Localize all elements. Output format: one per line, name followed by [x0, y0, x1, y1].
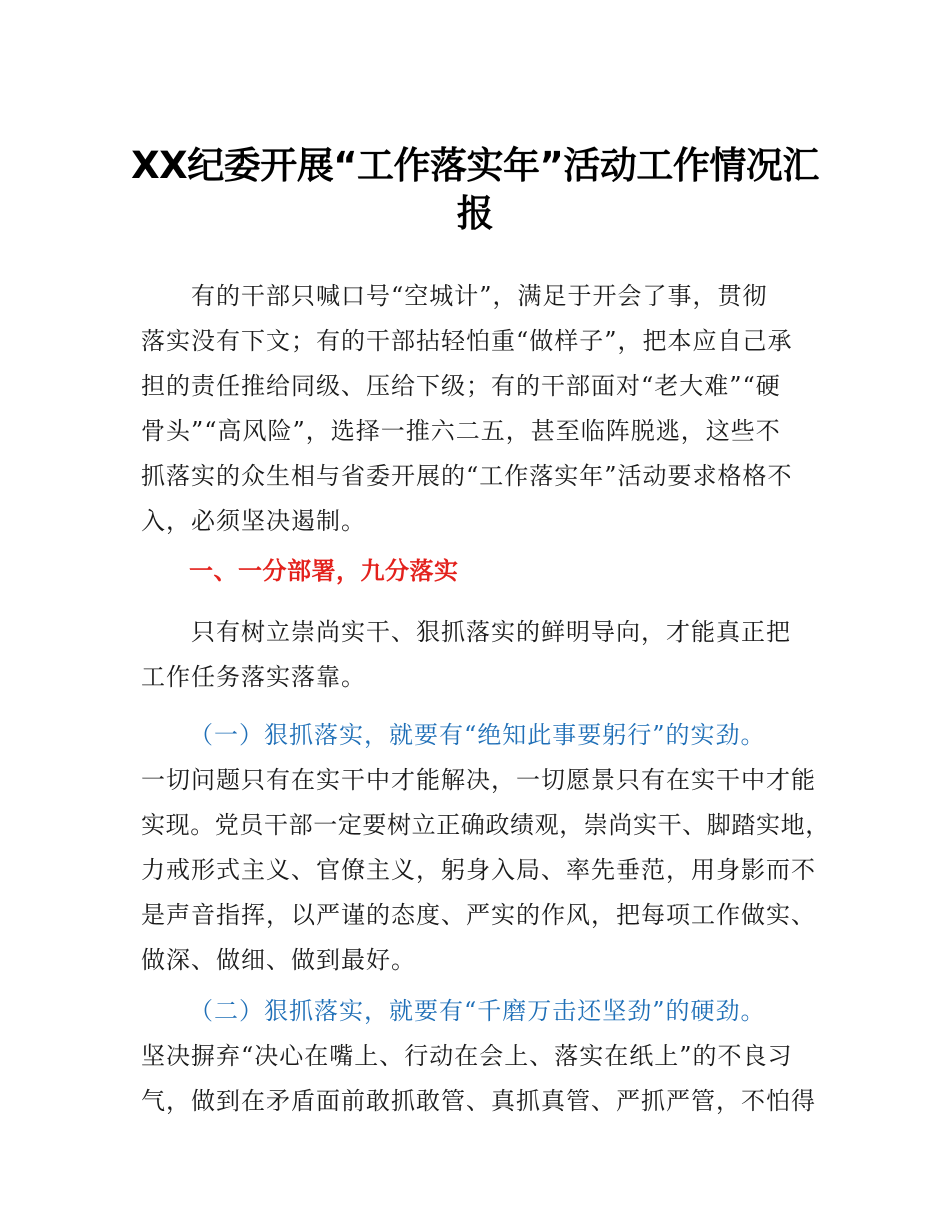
text-line: 骨头”“高风险”，选择一推六二五，甚至临阵脱逃，这些不 [141, 417, 781, 445]
text-line: 入，必须坚决遏制。 [141, 507, 366, 535]
text-line: 担的责任推给同级、压给下级；有的干部面对“老大难”“硬 [141, 372, 781, 400]
text-line: 实现。党员干部一定要树立正确政绩观，崇尚实干、脚踏实地， [141, 811, 830, 839]
text-line: 只有树立崇尚实干、狠抓落实的鲜明导向，才能真正把 [191, 618, 791, 646]
intro-paragraph [141, 274, 831, 544]
subsection-2-paragraph [141, 989, 831, 1124]
subsection-heading: （一）狠抓落实，就要有“绝知此事要躬行”的实劲。 [189, 721, 766, 749]
text-line: 气，做到在矛盾面前敢抓敢管、真抓真管、严抓严管，不怕得 [141, 1087, 816, 1115]
subsection-1-paragraph [141, 713, 831, 983]
text-line: 一切问题只有在实干中才能解决，一切愿景只有在实干中才能 [141, 766, 816, 794]
subsection-heading: （二）狠抓落实，就要有“千磨万击还坚劲”的硬劲。 [189, 997, 766, 1025]
title-line-2: 报 [456, 192, 494, 235]
text-line: 工作任务落实落靠。 [141, 663, 366, 691]
text-line: 坚决摒弃“决心在嘴上、行动在会上、落实在纸上”的不良习 [141, 1042, 793, 1070]
text-line: 有的干部只喊口号“空城计”，满足于开会了事，贯彻 [191, 282, 768, 310]
section-heading: 一、一分部署，九分落实 [189, 557, 459, 585]
text-line: 是声音指挥，以严谨的态度、严实的作风，把每项工作做实、 [141, 901, 816, 929]
text-line: 做深、做细、做到最好。 [141, 946, 416, 974]
section-paragraph [141, 610, 831, 700]
text-line: 力戒形式主义、官僚主义，躬身入局、率先垂范，用身影而不 [141, 856, 816, 884]
text-line: 抓落实的众生相与省委开展的“工作落实年”活动要求格格不 [141, 462, 793, 490]
title-line-1: XX纪委开展“工作落实年”活动工作情况汇 [131, 144, 819, 187]
document-title [120, 142, 830, 238]
text-line: 落实没有下文；有的干部拈轻怕重“做样子”，把本应自己承 [141, 327, 793, 355]
